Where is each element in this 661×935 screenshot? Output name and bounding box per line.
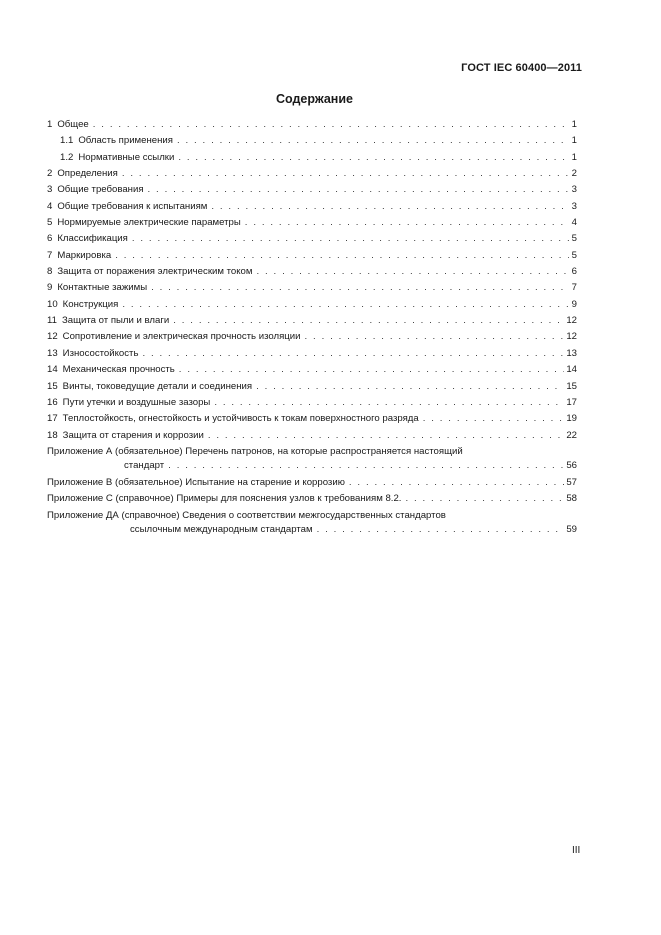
toc-entry-label: Защита от старения и коррозии xyxy=(62,429,204,441)
toc-entry-number: 12 xyxy=(47,331,58,343)
appendix-a-continuation xyxy=(47,459,577,473)
toc-entry-page: 7 xyxy=(571,282,577,294)
toc-entry-number: 1 xyxy=(47,119,53,130)
leader-dots xyxy=(168,459,564,473)
leader-dots xyxy=(151,280,569,296)
toc-entry-label: Винты, токоведущие детали и соединения xyxy=(62,380,253,392)
appendix-c-title: Приложение С (справочное) Примеры для пояснения узлов к требованиям 8.2. xyxy=(47,493,402,505)
toc-entry-page: 9 xyxy=(571,298,577,310)
toc-entry-page: 12 xyxy=(566,331,577,343)
appendix-c-page: 58 xyxy=(566,493,577,505)
leader-dots xyxy=(148,182,569,198)
toc-entry xyxy=(47,264,577,280)
toc-entry xyxy=(47,280,577,296)
toc-entry-page: 4 xyxy=(571,217,577,229)
toc-entry-page: 1 xyxy=(571,119,577,130)
toc-entry-page: 6 xyxy=(571,266,577,278)
leader-dots xyxy=(179,362,565,378)
toc-entry-label: Классификация xyxy=(57,233,128,245)
leader-dots xyxy=(173,313,564,329)
toc-entry-page: 19 xyxy=(566,413,577,425)
toc-entry-label: Теплостойкость, огнестойкость и устойчивость к токам поверхностного разряда xyxy=(62,413,419,425)
toc-entry-label: Пути утечки и воздушные зазоры xyxy=(62,396,211,408)
leader-dots xyxy=(305,329,565,345)
toc-entry-page: 3 xyxy=(571,200,577,212)
toc-entry-page: 1 xyxy=(571,151,577,163)
appendix-d-continuation xyxy=(47,523,577,537)
appendix-d-title: Приложение ДА (справочное) Сведения о соответствии межгосударственных стандартов xyxy=(47,509,446,521)
toc-entry xyxy=(47,329,577,345)
toc-entry xyxy=(47,297,577,313)
toc-appendix-d xyxy=(47,509,577,537)
toc-entry xyxy=(47,379,577,395)
toc-entry xyxy=(47,395,577,411)
toc-entry-number: 1.1 xyxy=(60,135,74,147)
toc-entry-number: 9 xyxy=(47,282,53,294)
toc-entry xyxy=(47,117,577,133)
toc-entry-label: Нормируемые электрические параметры xyxy=(57,217,241,229)
leader-dots xyxy=(132,231,569,247)
leader-dots xyxy=(214,395,564,411)
toc-entry-number: 5 xyxy=(47,217,53,229)
appendix-b-title: Приложение В (обязательное) Испытание на старение и коррозию xyxy=(47,476,345,488)
toc-entry xyxy=(47,133,577,149)
toc-entry xyxy=(47,166,577,182)
toc-entry-page: 22 xyxy=(566,429,577,441)
toc-entry-number: 4 xyxy=(47,200,53,212)
leader-dots xyxy=(245,215,569,231)
toc-entry xyxy=(47,362,577,378)
appendix-d-page: 59 xyxy=(566,523,577,535)
toc-entry-number: 6 xyxy=(47,233,53,245)
leader-dots xyxy=(142,346,564,362)
appendix-a-title-cont: стандарт xyxy=(124,459,165,471)
toc-appendix-b xyxy=(47,475,577,491)
page-number: III xyxy=(572,845,581,856)
leader-dots xyxy=(257,264,570,280)
leader-dots xyxy=(178,150,569,166)
toc-entry-label: Нормативные ссылки xyxy=(78,151,175,163)
toc-entry-page: 13 xyxy=(566,347,577,359)
toc-entry xyxy=(47,428,577,444)
toc-entry-label: Конструкция xyxy=(62,298,119,310)
toc-entry-label: Определения xyxy=(57,168,118,180)
toc-entry-label: Защита от пыли и влаги xyxy=(61,315,170,327)
toc-entry-label: Область применения xyxy=(78,135,173,147)
toc-entry-label: Общее xyxy=(57,119,89,130)
table-of-contents xyxy=(47,117,577,539)
toc-entry-page: 3 xyxy=(571,184,577,196)
toc-entry-number: 11 xyxy=(47,315,57,327)
leader-dots xyxy=(256,379,564,395)
toc-entry-number: 2 xyxy=(47,168,53,180)
toc-entry-page: 14 xyxy=(566,364,577,376)
toc-entry-number: 15 xyxy=(47,380,58,392)
toc-entry-number: 1.2 xyxy=(60,151,74,163)
toc-entry-number: 3 xyxy=(47,184,53,196)
toc-entry-number: 14 xyxy=(47,364,58,376)
toc-entry-label: Защита от поражения электрическим током xyxy=(57,266,253,278)
toc-entry-label: Контактные зажимы xyxy=(57,282,148,294)
toc-entry-number: 8 xyxy=(47,266,53,278)
toc-entry-label: Маркировка xyxy=(57,249,112,261)
toc-entry xyxy=(47,215,577,231)
toc-entry-number: 17 xyxy=(47,413,58,425)
toc-entry xyxy=(47,248,577,264)
toc-entry xyxy=(47,182,577,198)
toc-entry-number: 7 xyxy=(47,249,53,261)
toc-entry-label: Износостойкость xyxy=(62,347,139,359)
toc-entry-label: Общие требования xyxy=(57,184,144,196)
leader-dots xyxy=(208,428,565,444)
leader-dots xyxy=(423,411,565,427)
toc-entry-page: 5 xyxy=(571,249,577,261)
toc-entry-page: 5 xyxy=(571,233,577,245)
toc-entry-page: 12 xyxy=(566,315,577,327)
appendix-a-title: Приложение А (обязательное) Перечень патронов, на которые распространяется настоящий xyxy=(47,445,463,457)
toc-appendix-c xyxy=(47,491,577,507)
leader-dots xyxy=(122,297,569,313)
leader-dots xyxy=(122,166,569,182)
appendix-a-page: 56 xyxy=(566,459,577,471)
toc-entry-number: 18 xyxy=(47,429,58,441)
toc-entry-label: Общие требования к испытаниям xyxy=(57,200,208,212)
toc-entry-number: 16 xyxy=(47,396,58,408)
toc-entry-page: 1 xyxy=(571,135,577,147)
toc-entry-page: 15 xyxy=(566,380,577,392)
leader-dots xyxy=(93,117,569,133)
toc-entry-number: 10 xyxy=(47,298,58,310)
leader-dots xyxy=(349,475,564,491)
leader-dots xyxy=(177,133,569,149)
document-code: ГОСТ IEC 60400—2011 xyxy=(461,62,582,74)
leader-dots xyxy=(211,199,569,215)
toc-entry xyxy=(47,231,577,247)
toc-entry xyxy=(47,313,577,329)
toc-entry-label: Механическая прочность xyxy=(62,364,175,376)
toc-entry-label: Сопротивление и электрическая прочность изоляции xyxy=(62,331,301,343)
leader-dots xyxy=(405,491,564,507)
toc-entry xyxy=(47,346,577,362)
page-title: Содержание xyxy=(275,92,353,106)
appendix-b-page: 57 xyxy=(566,476,577,488)
toc-entry-page: 17 xyxy=(566,396,577,408)
toc-entries xyxy=(47,117,577,444)
toc-entry-page: 2 xyxy=(571,168,577,180)
toc-appendix-a xyxy=(47,445,577,473)
toc-entry xyxy=(47,150,577,166)
toc-entry-number: 13 xyxy=(47,347,58,359)
leader-dots xyxy=(317,523,565,537)
appendix-d-title-cont: ссылочным международным стандартам xyxy=(130,523,313,535)
leader-dots xyxy=(115,248,569,264)
toc-entry xyxy=(47,411,577,427)
toc-entry xyxy=(47,199,577,215)
